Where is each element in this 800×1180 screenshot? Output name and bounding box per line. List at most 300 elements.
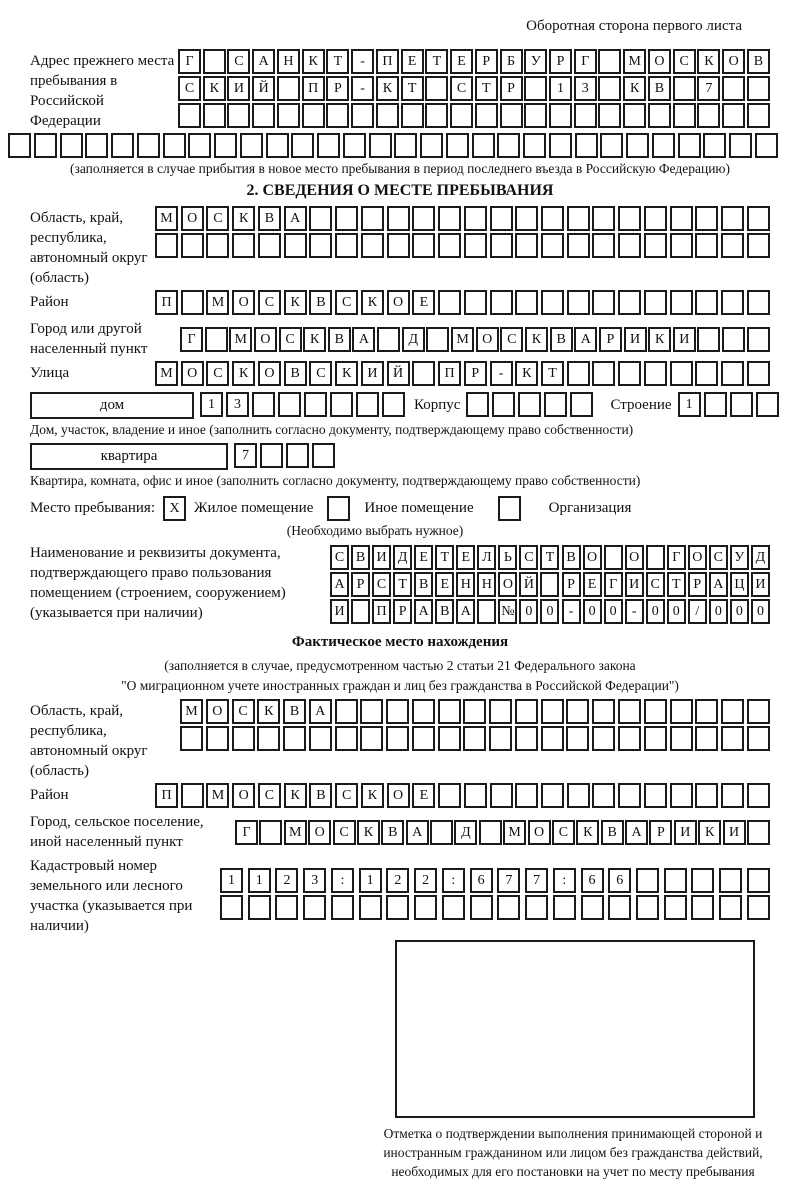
char-box: Т [425,49,448,74]
char-box [553,895,576,920]
char-row [155,290,770,315]
char-box: О [583,545,602,570]
char-box: - [490,361,513,386]
char-box: 1 [248,868,271,893]
char-box [181,290,204,315]
char-box [623,103,646,128]
char-box [277,103,300,128]
stay-type-label: Место пребывания: [30,500,155,516]
char-box: С [335,290,358,315]
char-box [541,290,564,315]
char-box [722,103,745,128]
char-box [515,726,538,751]
char-box: М [155,206,178,231]
char-box [540,572,559,597]
char-box: / [688,599,707,624]
char-box: Р [549,49,572,74]
char-box [464,290,487,315]
char-box [155,233,178,258]
char-box [566,726,589,751]
char-box [644,726,667,751]
char-row [330,599,770,624]
char-box [490,290,513,315]
char-box: К [361,783,384,808]
confirmation-stamp-box [395,940,755,1118]
char-box: 2 [414,868,437,893]
char-box: 3 [574,76,597,101]
char-box [747,233,770,258]
char-box [721,206,744,231]
char-box [618,699,641,724]
char-box: 2 [386,868,409,893]
char-box [592,699,615,724]
document-row [30,543,770,626]
char-box: О [648,49,671,74]
apartment-number-cells [234,443,338,468]
char-box: - [351,76,374,101]
stroenie-cells [678,392,782,417]
char-box: К [302,49,325,74]
char-box [721,726,744,751]
char-box: К [623,76,646,101]
street-label: Улица [30,365,70,381]
char-box: А [330,572,349,597]
char-box [524,103,547,128]
char-box: Н [277,49,300,74]
char-row [178,76,770,101]
char-box: 1 [678,392,701,417]
prev-address-block [30,49,770,131]
char-box [463,699,486,724]
char-box [600,133,623,158]
char-box [475,103,498,128]
char-box: О [232,290,255,315]
char-box: И [624,327,647,352]
char-box: П [376,49,399,74]
char-box: Р [688,572,707,597]
char-box [227,103,250,128]
char-box: Г [667,545,686,570]
char-box: Д [751,545,770,570]
char-box [178,103,201,128]
char-box: С [206,206,229,231]
char-box: 0 [667,599,686,624]
char-box [670,206,693,231]
apartment-row [30,443,770,470]
char-box [544,392,567,417]
char-box [719,895,742,920]
char-box: А [309,699,332,724]
char-box [470,895,493,920]
char-box [450,103,473,128]
char-box [729,133,752,158]
char-box: Т [326,49,349,74]
char-row [330,545,770,570]
char-box [664,868,687,893]
char-row [235,820,770,845]
char-box: Е [456,545,475,570]
house-row [30,392,770,419]
char-box [490,206,513,231]
char-box [438,206,461,231]
char-box: Е [401,49,424,74]
char-box: Р [649,820,672,845]
char-box: Г [180,327,203,352]
char-box: 1 [200,392,223,417]
char-box: К [232,206,255,231]
char-box: В [414,572,433,597]
char-box [382,392,405,417]
char-box: Н [477,572,496,597]
char-box [412,726,435,751]
char-box: Е [435,572,454,597]
char-box: М [284,820,307,845]
section2-title: 2. СВЕДЕНИЯ О МЕСТЕ ПРЕБЫВАНИЯ [246,182,554,199]
char-box: П [372,599,391,624]
char-box [60,133,83,158]
char-box [34,133,57,158]
char-box [386,726,409,751]
char-box [524,76,547,101]
char-row [180,699,770,724]
char-box [85,133,108,158]
char-box [541,206,564,231]
cadastre-row [30,854,770,936]
char-box: С [500,327,523,352]
char-box: К [525,327,548,352]
char-box [646,545,665,570]
char-box [695,206,718,231]
char-box: О [528,820,551,845]
char-box: Г [604,572,623,597]
char-box [479,820,502,845]
char-box: А [284,206,307,231]
char-box: 7 [697,76,720,101]
char-box [257,726,280,751]
char-box [670,233,693,258]
char-box: В [648,76,671,101]
char-box [575,133,598,158]
char-box: О [181,361,204,386]
char-row [330,572,770,597]
char-box [377,327,400,352]
fact-district-label: Район [30,787,69,803]
char-box: 6 [470,868,493,893]
char-box [232,726,255,751]
char-box [747,206,770,231]
char-box: П [438,361,461,386]
char-row [155,783,770,808]
char-box: С [709,545,728,570]
char-box [592,233,615,258]
char-box [497,133,520,158]
char-row [178,49,770,74]
char-row [155,233,770,258]
prev-address-grid [178,49,770,130]
char-box [525,895,548,920]
char-box [670,699,693,724]
char-box [704,392,727,417]
char-box: С [333,820,356,845]
char-box: : [442,868,465,893]
char-box [515,206,538,231]
char-box [664,895,687,920]
char-box [592,726,615,751]
char-box [747,103,770,128]
char-box [523,133,546,158]
char-box [604,545,623,570]
char-box [464,206,487,231]
fact-city-row [30,812,770,852]
char-box [567,206,590,231]
char-box [618,290,641,315]
char-row [155,206,770,231]
char-box [283,726,306,751]
char-box: 6 [581,868,604,893]
char-box [598,103,621,128]
char-box: А [709,572,728,597]
char-box: Ь [498,545,517,570]
char-box: 7 [497,868,520,893]
char-box [426,327,449,352]
char-box: В [351,545,370,570]
char-box: 0 [709,599,728,624]
prev-address-caption: (заполняется в случае прибытия в новое место пребывания в период последнего въезда в Российскую Федерацию) [69,161,731,176]
char-box [463,726,486,751]
prev-address-label: Адрес прежнего места пребывания в Российской Федерации [30,53,175,129]
char-box [412,233,435,258]
char-box: С [330,545,349,570]
char-box: 1 [220,868,243,893]
char-box: С [335,783,358,808]
char-box: В [435,599,454,624]
char-box: К [303,327,326,352]
korpus-cells [466,392,596,417]
char-box [608,895,631,920]
char-box: К [697,49,720,74]
char-box: Г [574,49,597,74]
char-box [361,233,384,258]
char-box [592,206,615,231]
char-box: С [279,327,302,352]
cadastre-label: Кадастровый номер земельного или лесного участка (указывается при наличии) [30,858,193,934]
char-box [351,599,370,624]
char-row [178,103,770,128]
char-box: Л [477,545,496,570]
char-box [695,726,718,751]
char-box [648,103,671,128]
char-box [541,726,564,751]
char-box [592,361,615,386]
char-box [518,392,541,417]
char-box [678,133,701,158]
char-box [541,783,564,808]
char-box: № [498,599,517,624]
char-box [747,868,770,893]
char-box [644,361,667,386]
char-box: С [519,545,538,570]
char-box: М [503,820,526,845]
option-organization-label: Организация [548,500,632,516]
char-box: К [576,820,599,845]
char-box [670,361,693,386]
char-box [756,392,779,417]
char-box [574,103,597,128]
char-box [747,726,770,751]
char-box [414,895,437,920]
char-box: М [206,290,229,315]
char-box [644,699,667,724]
char-box [695,783,718,808]
char-box: В [550,327,573,352]
char-box: Н [456,572,475,597]
char-row [180,327,770,352]
char-box [206,726,229,751]
char-box: О [206,699,229,724]
char-box [670,290,693,315]
char-box: Р [475,49,498,74]
char-box: А [352,327,375,352]
char-box: С [232,699,255,724]
char-box [360,726,383,751]
char-box [205,327,228,352]
char-box [598,76,621,101]
char-box: К [232,361,255,386]
char-box [137,133,160,158]
district-row [30,290,770,317]
char-box [721,361,744,386]
char-box: С [227,49,250,74]
prev-address-extra-row [8,133,778,158]
char-box [644,233,667,258]
char-box: И [361,361,384,386]
char-box [722,327,745,352]
document-grid [330,543,770,626]
char-box: М [206,783,229,808]
char-box [747,76,770,101]
char-box: Р [351,572,370,597]
char-box [697,327,720,352]
char-box: Д [454,820,477,845]
char-box [636,895,659,920]
char-box: А [414,599,433,624]
char-box: А [406,820,429,845]
char-box [214,133,237,158]
char-box: Т [393,572,412,597]
char-box [425,76,448,101]
char-box: О [625,545,644,570]
char-box: Е [412,783,435,808]
char-box [673,103,696,128]
char-box: Г [235,820,258,845]
char-box [376,103,399,128]
char-box [430,820,453,845]
char-box [644,783,667,808]
char-box [464,783,487,808]
char-box [302,103,325,128]
option-other-premises-label: Иное помещение [364,500,474,516]
char-box: О [232,783,255,808]
char-box [673,76,696,101]
char-box [356,392,379,417]
char-box: И [723,820,746,845]
char-box: У [730,545,749,570]
street-row [30,361,770,388]
char-box [747,783,770,808]
char-box [438,783,461,808]
char-box: В [283,699,306,724]
char-box [309,726,332,751]
char-box [670,783,693,808]
char-box [335,726,358,751]
char-box: Р [599,327,622,352]
char-box: С [646,572,665,597]
char-box [401,103,424,128]
char-box: С [178,76,201,101]
char-box [260,443,283,468]
fact-region-grid [180,699,770,753]
char-box: И [330,599,349,624]
char-box [492,392,515,417]
char-box: С [206,361,229,386]
char-box [394,133,417,158]
char-box [425,103,448,128]
char-box [303,895,326,920]
stay-type-row [30,496,770,521]
char-box: В [747,49,770,74]
char-box [278,392,301,417]
char-box [317,133,340,158]
char-box [567,361,590,386]
char-box [188,133,211,158]
char-box: В [601,820,624,845]
char-box [644,290,667,315]
char-box [369,133,392,158]
char-box [163,133,186,158]
char-box [220,895,243,920]
actual-location-caption1: (заполняется в случае, предусмотренном частью 2 статьи 21 Федерального закона [164,658,636,673]
char-box: В [309,290,332,315]
char-box [618,233,641,258]
char-box [626,133,649,158]
char-box: 0 [540,599,559,624]
char-box [472,133,495,158]
char-box [730,392,753,417]
char-box: В [562,545,581,570]
char-row [155,361,770,386]
option-residential-label: Жилое помещение [194,500,314,516]
char-box [412,699,435,724]
char-box [670,726,693,751]
char-box: К [335,361,358,386]
char-box: 0 [751,599,770,624]
char-box: С [552,820,575,845]
char-box: Т [401,76,424,101]
city-row [30,319,770,359]
char-box [570,392,593,417]
char-box [291,133,314,158]
char-box [466,392,489,417]
house-type-box: дом [30,392,194,419]
char-box: В [328,327,351,352]
char-box [438,699,461,724]
char-box [284,233,307,258]
char-box [420,133,443,158]
char-box [695,290,718,315]
actual-location-title: Фактическое место нахождения [291,634,509,650]
char-box [206,233,229,258]
region-row [30,206,770,288]
